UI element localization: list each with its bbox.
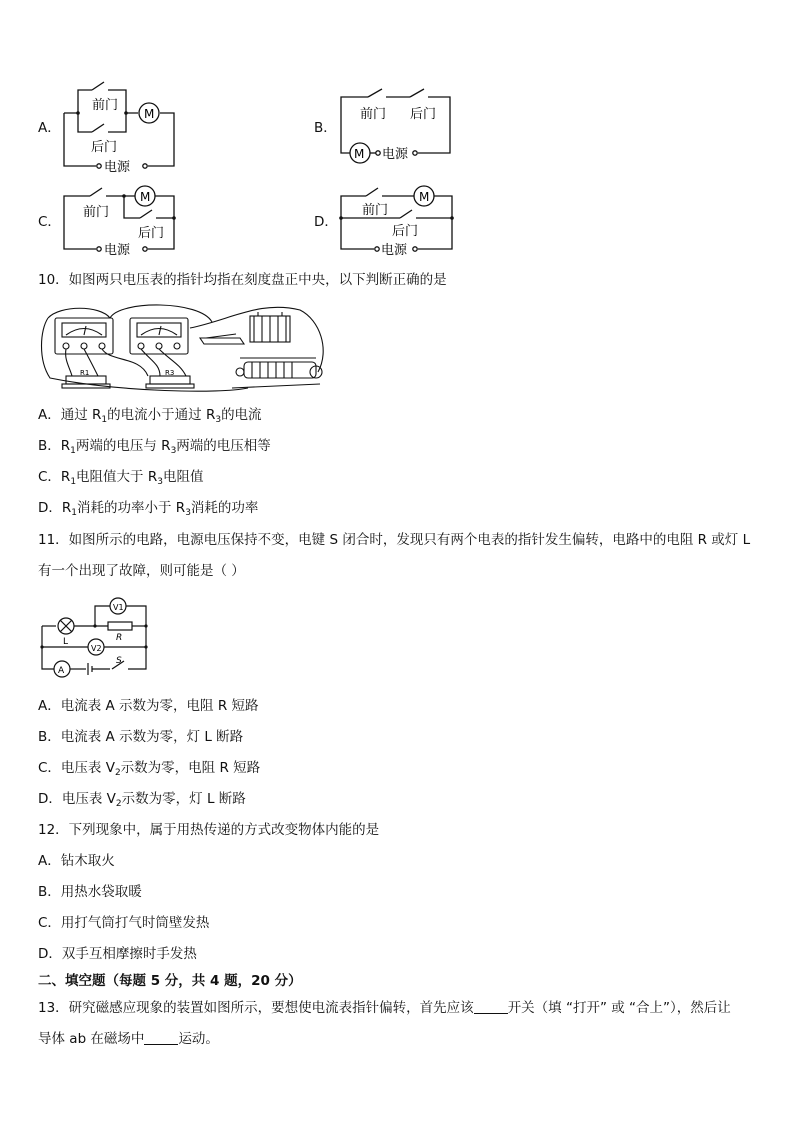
switch-label-back: 后门: [91, 140, 118, 155]
q12-option-d: D．双手互相摩擦时手发热: [38, 946, 197, 962]
option-letter: C．: [38, 214, 61, 230]
q10-option-b: B．$R_1$两端的电压与 $R_3$两端的电压相等: [38, 438, 271, 456]
q12-option-c: C．用打气筒打气时筒壁发热: [38, 915, 210, 931]
q13-line2: 导体 ab 在磁场中 运动。: [38, 1031, 219, 1047]
source-label: 电源: [104, 160, 131, 175]
ammeter-label: A: [58, 666, 65, 676]
switch-label-front: 前门: [92, 98, 119, 113]
switch-label-front: 前门: [83, 205, 110, 220]
option-letter: D．: [314, 214, 338, 230]
resistor-label: R: [116, 633, 123, 643]
q11-stem-line2: 有一个出现了故障，则可能是（ ）: [38, 563, 245, 579]
q12-stem: 12．下列现象中，属于用热传递的方式改变物体内能的是: [38, 822, 380, 838]
motor-label: M: [140, 190, 151, 204]
motor-label: M: [144, 107, 155, 121]
q10-option-d: D．$R_1$消耗的功率小于 $R_3$消耗的功率: [38, 500, 259, 518]
answer-blank-1[interactable]: [474, 999, 508, 1014]
q11-option-b: B．电流表 A 示数为零，灯 L 断路: [38, 729, 244, 745]
switch-label-back: 后门: [410, 107, 437, 122]
q10-option-a: A．通过 $R_1$的电流小于通过 $R_3$的电流: [38, 407, 262, 425]
switch-label: S: [116, 656, 122, 666]
answer-blank-2[interactable]: [144, 1030, 178, 1045]
q11-option-c: C．电压表 $V_2$示数为零，电阻 R 短路: [38, 760, 261, 778]
motor-label: M: [354, 147, 365, 161]
q11-stem-line1: 11．如图所示的电路，电源电压保持不变，电键 S 闭合时，发现只有两个电表的指针发生偏转，电路中的电阻 R 或灯 L: [38, 532, 751, 548]
switch-label-front: 前门: [362, 203, 389, 218]
switch-label-back: 后门: [392, 224, 419, 239]
motor-label: M: [419, 190, 430, 204]
voltmeter-label-v1: V1: [113, 603, 124, 612]
source-label: 电源: [381, 243, 408, 258]
section-heading: 二、填空题（每题 5 分，共 4 题，20 分）: [38, 973, 302, 989]
q13-line1: 13．研究磁感应现象的装置如图所示，要想使电流表指针偏转，首先应该 开关（填 “打开” 或 “合上”），然后让: [38, 1000, 731, 1016]
option-letter: B．: [314, 120, 337, 136]
resistor-label-r1: R1: [80, 369, 90, 377]
source-label: 电源: [382, 147, 409, 162]
switch-label-back: 后门: [138, 226, 165, 241]
q12-option-a: A．钻木取火: [38, 853, 115, 869]
lamp-label: L: [63, 637, 69, 647]
q11-option-d: D．电压表 $V_2$示数为零，灯 L 断路: [38, 791, 246, 809]
switch-label-front: 前门: [360, 107, 387, 122]
option-letter: A．: [38, 120, 61, 136]
resistor-label-r3: R3: [165, 369, 175, 377]
source-label: 电源: [104, 243, 131, 258]
q12-option-b: B．用热水袋取暖: [38, 884, 142, 900]
q10-stem: 10．如图两只电压表的指针均指在刻度盘正中央，以下判断正确的是: [38, 272, 447, 288]
voltmeter-label-v2: V2: [91, 644, 102, 653]
q11-option-a: A．电流表 A 示数为零，电阻 R 短路: [38, 698, 259, 714]
q10-option-c: C．$R_1$电阻值大于 $R_3$电阻值: [38, 469, 204, 487]
